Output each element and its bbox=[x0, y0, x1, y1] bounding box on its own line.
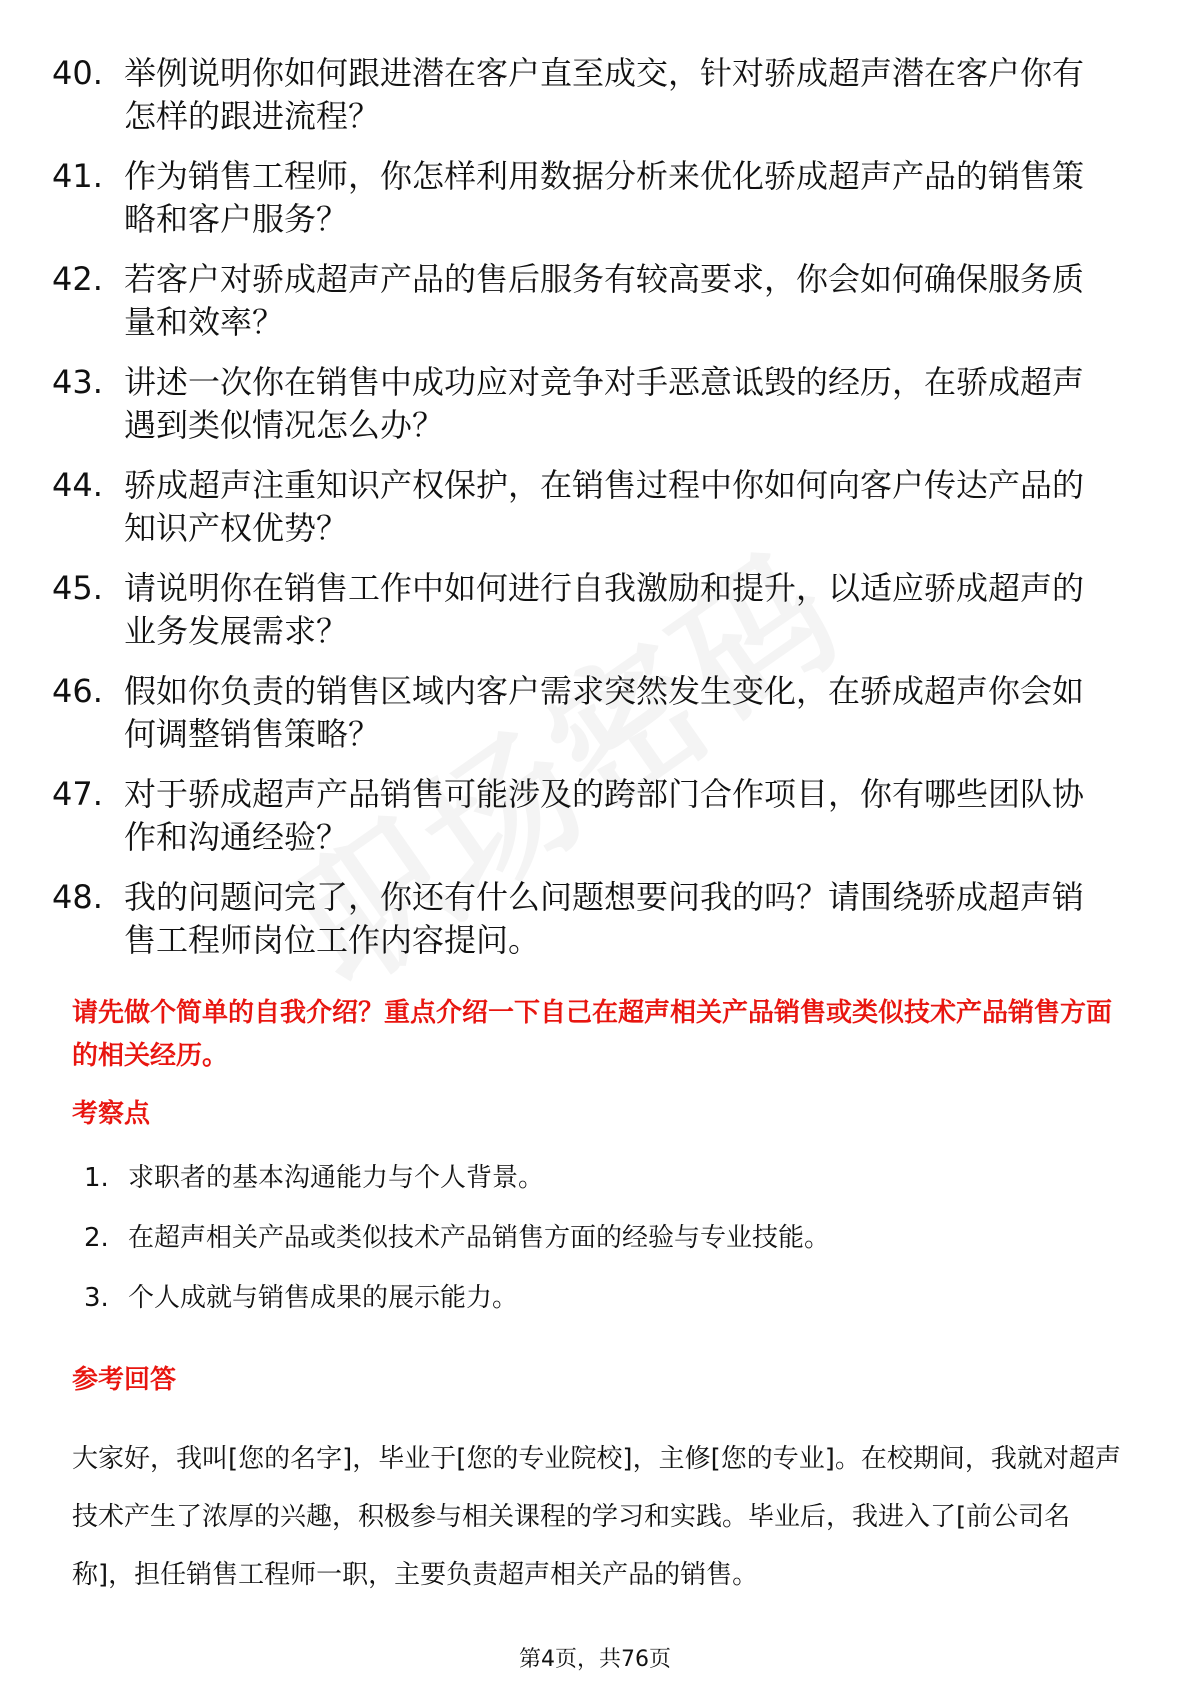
question-number: 40. bbox=[52, 54, 103, 92]
question-text: 骄成超声注重知识产权保护，在销售过程中你如何向客户传达产品的知识产权优势？ bbox=[124, 466, 1085, 547]
question-item bbox=[52, 361, 1112, 447]
question-text: 请说明你在销售工作中如何进行自我激励和提升，以适应骄成超声的业务发展需求？ bbox=[124, 569, 1085, 650]
point-number: 2. bbox=[84, 1223, 109, 1253]
question-number: 45. bbox=[52, 569, 103, 607]
point-item bbox=[84, 1220, 1084, 1256]
points-section-title: 考察点 bbox=[72, 1099, 151, 1129]
point-number: 1. bbox=[84, 1163, 109, 1193]
point-number: 3. bbox=[84, 1283, 109, 1313]
question-text: 假如你负责的销售区域内客户需求突然发生变化，在骄成超声你会如何调整销售策略？ bbox=[124, 672, 1085, 753]
question-number: 47. bbox=[52, 775, 103, 813]
point-item bbox=[84, 1280, 1084, 1316]
question-item bbox=[52, 670, 1112, 756]
question-list bbox=[52, 52, 1112, 979]
question-text: 对于骄成超声产品销售可能涉及的跨部门合作项目，你有哪些团队协作和沟通经验？ bbox=[124, 775, 1085, 856]
question-item bbox=[52, 155, 1112, 241]
question-item bbox=[52, 258, 1112, 344]
point-text: 在超声相关产品或类似技术产品销售方面的经验与专业技能。 bbox=[128, 1223, 831, 1253]
question-number: 41. bbox=[52, 157, 103, 195]
question-number: 43. bbox=[52, 363, 103, 401]
question-text: 我的问题问完了，你还有什么问题想要问我的吗？请围绕骄成超声销售工程师岗位工作内容提问。 bbox=[124, 878, 1085, 959]
point-text: 求职者的基本沟通能力与个人背景。 bbox=[128, 1163, 545, 1193]
question-number: 42. bbox=[52, 260, 103, 298]
question-item bbox=[52, 52, 1112, 138]
question-number: 48. bbox=[52, 878, 103, 916]
question-number: 44. bbox=[52, 466, 103, 504]
question-item bbox=[52, 464, 1112, 550]
question-text: 作为销售工程师，你怎样利用数据分析来优化骄成超声产品的销售策略和客户服务？ bbox=[124, 157, 1085, 238]
question-text: 若客户对骄成超声产品的售后服务有较高要求，你会如何确保服务质量和效率？ bbox=[124, 260, 1085, 341]
question-item bbox=[52, 773, 1112, 859]
question-item bbox=[52, 567, 1112, 653]
reference-answer: 大家好，我叫[您的名字]，毕业于[您的专业院校]，主修[您的专业]。在校期间，我就对超声技术产生了浓厚的兴趣，积极参与相关课程的学习和实践。毕业后，我进入了[前公司名称]，担任销售工程师一职，主要负责超声相关产品的销售。 bbox=[72, 1444, 1121, 1590]
answer-section-title: 参考回答 bbox=[72, 1365, 177, 1395]
point-item bbox=[84, 1160, 1084, 1196]
point-text: 个人成就与销售成果的展示能力。 bbox=[128, 1283, 519, 1313]
page-footer: 第4页，共76页 bbox=[519, 1647, 671, 1672]
question-text: 讲述一次你在销售中成功应对竞争对手恶意诋毁的经历，在骄成超声遇到类似情况怎么办？ bbox=[124, 363, 1085, 444]
question-number: 46. bbox=[52, 672, 103, 710]
main-question: 请先做个简单的自我介绍？重点介绍一下自己在超声相关产品销售或类似技术产品销售方面的相关经历。 bbox=[72, 998, 1113, 1071]
points-list bbox=[84, 1160, 1084, 1340]
question-item bbox=[52, 876, 1112, 962]
question-text: 举例说明你如何跟进潜在客户直至成交，针对骄成超声潜在客户你有怎样的跟进流程？ bbox=[124, 54, 1085, 135]
